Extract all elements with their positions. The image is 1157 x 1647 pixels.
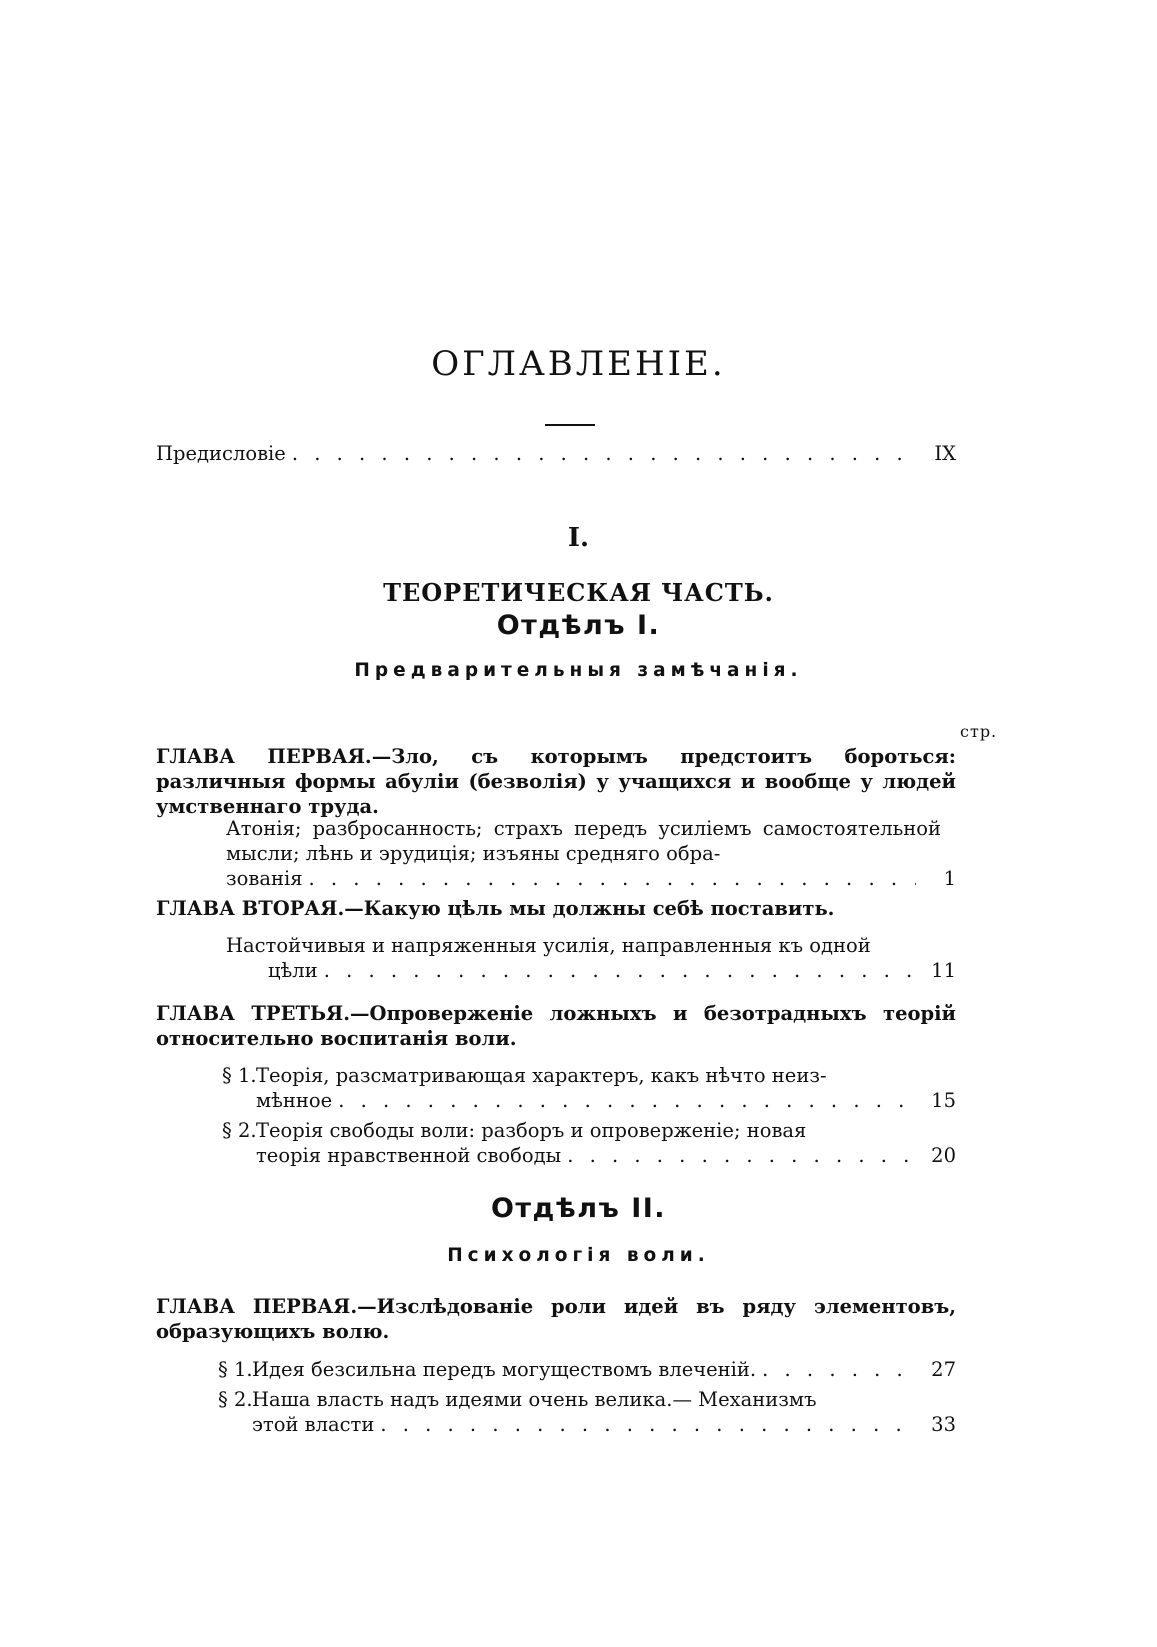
section-subtitle-1: Предварительныя замѣчанія. <box>354 660 803 681</box>
chapter-title: ГЛАВА ПЕРВАЯ.—Изслѣдованіе роли идей въ ряду элементовъ, образующихъ волю. <box>156 1295 956 1343</box>
entry-page: 20 <box>931 1144 956 1167</box>
entry-page: 1 <box>943 867 956 890</box>
preface-entry[interactable] <box>156 441 956 466</box>
entry-page: 27 <box>931 1358 956 1381</box>
title-rule <box>545 424 595 426</box>
chapter-title: ГЛАВА ТРЕТЬЯ.—Опроверженіе ложныхъ и безотрадныхъ теорій относительно воспитанія воли. <box>156 1002 956 1050</box>
leader-dots <box>374 1412 916 1437</box>
entry-text: Теорія свободы воли: разборъ и опроверженіе; новая <box>256 1119 807 1142</box>
entry-page: 11 <box>931 959 956 982</box>
toc-entry[interactable] <box>222 1118 956 1168</box>
section-heading-1: Отдѣлъ I. <box>496 610 661 641</box>
preface-page: IX <box>934 442 956 465</box>
preface-label: Предисловіе <box>156 442 286 465</box>
toc-entry[interactable] <box>218 1357 956 1382</box>
entry-page: 33 <box>931 1413 956 1436</box>
entry-last-line: теорія нравственной свободы <box>256 1144 562 1167</box>
part-title: ТЕОРЕТИЧЕСКАЯ ЧАСТЬ. <box>383 578 774 607</box>
entry-last-line: этой власти <box>252 1413 375 1436</box>
part-number: I. <box>567 523 590 553</box>
entry-text: Наша власть надъ идеями очень велика.— Механизмъ <box>252 1388 817 1411</box>
entry-last-line: цѣли <box>268 959 318 982</box>
toc-entry[interactable] <box>226 816 956 891</box>
section-heading-2: Отдѣлъ II. <box>490 1193 667 1224</box>
leader-dots <box>303 866 916 891</box>
entry-last-line: мѣнное <box>256 1089 333 1112</box>
entry-last-line: зованія <box>226 867 303 890</box>
toc-entry[interactable] <box>218 1387 956 1437</box>
chapter-title: ГЛАВА ВТОРАЯ.—Какую цѣль мы должны себѣ поставить. <box>156 897 835 920</box>
toc-entry[interactable] <box>226 933 956 983</box>
toc-title: ОГЛАВЛЕНІЕ. <box>431 344 726 384</box>
leader-dots <box>286 441 916 466</box>
leader-dots <box>756 1357 916 1382</box>
entry-text: Настойчивыя и напряженныя усилія, направленныя къ одной <box>226 934 871 957</box>
toc-entry[interactable] <box>222 1063 956 1113</box>
page-column-header: стр. <box>960 722 998 741</box>
paragraph-number: § 1. <box>222 1064 257 1087</box>
paragraph-number: § 2. <box>218 1388 253 1411</box>
section-subtitle-2: Психологія воли. <box>447 1245 710 1266</box>
paragraph-number: § 1. <box>218 1358 253 1381</box>
leader-dots <box>332 1088 916 1113</box>
leader-dots <box>318 958 916 983</box>
chapter-title: ГЛАВА ПЕРВАЯ.—Зло, съ которымъ предстоитъ бороться: различныя формы абуліи (безволія) у учащихся и вообще у людей умственнаго труда. <box>156 745 956 818</box>
leader-dots <box>561 1143 916 1168</box>
entry-text: Атонія; разбросанность; страхъ передъ усиліемъ самостоятельной мысли; лѣнь и эрудиція; изъяны средняго обра- <box>226 817 941 865</box>
paragraph-number: § 2. <box>222 1119 257 1142</box>
entry-last-line: Идея безсильна передъ могуществомъ влеченій. <box>252 1358 757 1381</box>
entry-page: 15 <box>931 1089 956 1112</box>
entry-text: Теорія, разсматривающая характеръ, какъ нѣчто неиз- <box>256 1064 827 1087</box>
